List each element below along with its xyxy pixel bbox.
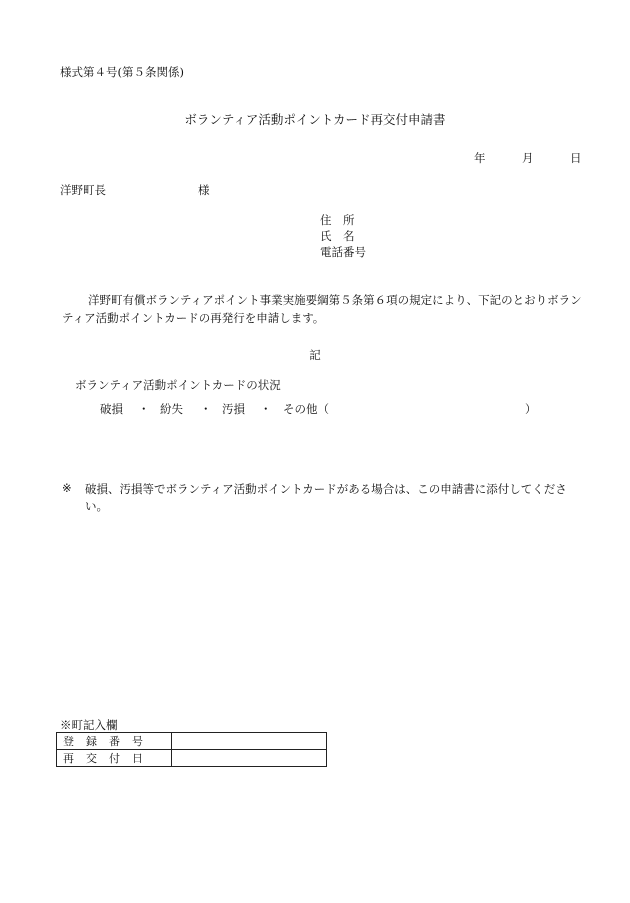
option-separator: ・ (138, 402, 150, 416)
document-title: ボランティア活動ポイントカード再交付申請書 (184, 112, 446, 127)
option-other: その他（ (283, 402, 329, 416)
application-body: 洋野町有償ボランティアポイント事業実施要綱第５条第６項の規定により、下記のとおりボランティア活動ポイントカードの再発行を申請します。 (62, 293, 582, 325)
option-separator: ・ (200, 402, 212, 416)
registration-number-label: 登録番号 (57, 733, 172, 750)
option-damaged: 破損 (100, 402, 123, 416)
table-row (57, 750, 327, 767)
reissue-date-value[interactable] (172, 750, 327, 767)
date-month: 月 (522, 151, 534, 165)
addressee-name: 洋野町長 (60, 183, 106, 197)
addressee-honorific: 様 (198, 183, 210, 197)
note-mark: ※ (62, 481, 72, 495)
applicant-address-label: 住 所 (320, 213, 355, 227)
applicant-phone-label: 電話番号 (320, 245, 366, 259)
form-number: 様式第４号(第５条関係) (60, 65, 184, 79)
option-other-close: ） (525, 402, 537, 416)
card-status-label: ボランティア活動ポイントカードの状況 (75, 378, 281, 392)
registration-number-value[interactable] (172, 733, 327, 750)
date-day: 日 (570, 151, 582, 165)
ki-heading: 記 (309, 348, 321, 362)
office-use-label: ※町記入欄 (60, 718, 118, 732)
option-soiled: 汚損 (222, 402, 245, 416)
applicant-name-label: 氏 名 (320, 229, 355, 243)
office-use-table (56, 732, 327, 767)
date-year: 年 (474, 151, 486, 165)
reissue-date-label: 再交付日 (57, 750, 172, 767)
table-row (57, 733, 327, 750)
option-separator: ・ (260, 402, 272, 416)
note-text: 破損、汚損等でボランティア活動ポイントカードがある場合は、この申請書に添付してください。 (85, 482, 567, 513)
option-lost: 紛失 (160, 402, 183, 416)
